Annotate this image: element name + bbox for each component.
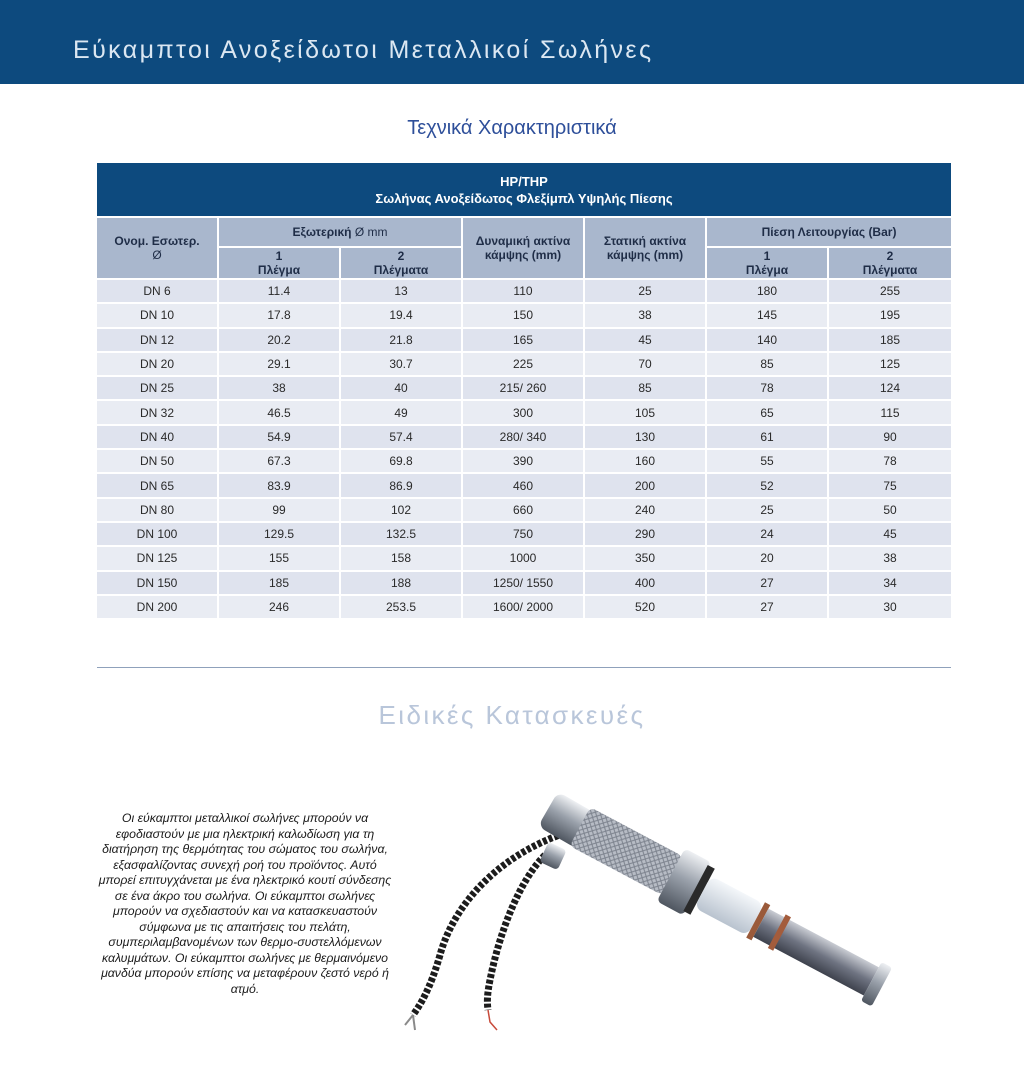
cell-static-radius: 240 xyxy=(585,499,707,523)
special-constructions-text: Οι εύκαμπτοι μεταλλικοί σωλήνες μπορούν να εφοδιαστούν με μια ηλεκτρική καλωδίωση για τη διατήρηση της θερμότητας του σώματος του σωλήνα, εξασφαλίζοντας συνεχή ροή του προϊόντος. Αυτό μπορεί επιτυγχάνεται με ένα ηλεκτρικό κουτί σύνδεσης σε ένα άκρο του σωλήνα. Οι εύκαμπτοι σωλήνες μπορούν να σχεδιαστούν και να κατασκευαστούν σύμφωνα με τις απαιτήσεις του πελάτη, συμπεριλαμβανομένων των θερμο-συστελλόμενων καλυμμάτων. Οι εύκαμπτοι σωλήνες με θερμαινόμενο μανδύα μπορούν επίσης να μεταφέρουν ζεστό νερό ή ατμό. xyxy=(98,811,392,996)
table-row xyxy=(97,304,951,328)
cell-static-radius: 130 xyxy=(585,426,707,450)
cell-dynamic-radius: 750 xyxy=(463,523,585,547)
header-static-radius xyxy=(585,218,707,280)
cell-pressure-two-braids: 124 xyxy=(829,377,951,401)
cell-outer-two-braids: 30.7 xyxy=(341,353,463,377)
cell-dynamic-radius: 300 xyxy=(463,401,585,425)
table-title-code: HP/THP xyxy=(500,173,548,189)
cell-outer-two-braids: 253.5 xyxy=(341,596,463,620)
cable-gland xyxy=(539,842,566,870)
table-row xyxy=(97,280,951,304)
cell-outer-two-braids: 132.5 xyxy=(341,523,463,547)
cell-nominal-diameter: DN 25 xyxy=(97,377,219,401)
cell-outer-two-braids: 49 xyxy=(341,401,463,425)
cell-outer-one-braid: 11.4 xyxy=(219,280,341,304)
cell-dynamic-radius: 1000 xyxy=(463,547,585,571)
cell-outer-one-braid: 46.5 xyxy=(219,401,341,425)
cell-nominal-diameter: DN 20 xyxy=(97,353,219,377)
cell-static-radius: 160 xyxy=(585,450,707,474)
cell-outer-one-braid: 67.3 xyxy=(219,450,341,474)
table-row xyxy=(97,547,951,571)
cell-outer-one-braid: 20.2 xyxy=(219,329,341,353)
cell-pressure-two-braids: 38 xyxy=(829,547,951,571)
table-title xyxy=(97,163,951,218)
header-nominal-symbol: Ø xyxy=(152,248,162,262)
table-row xyxy=(97,596,951,620)
cell-outer-one-braid: 17.8 xyxy=(219,304,341,328)
cell-nominal-diameter: DN 200 xyxy=(97,596,219,620)
header-outer-two-braids xyxy=(341,248,463,280)
cell-pressure-two-braids: 115 xyxy=(829,401,951,425)
cell-outer-one-braid: 29.1 xyxy=(219,353,341,377)
header-static-line2: κάμψης (mm) xyxy=(606,248,684,262)
header-bar xyxy=(0,0,1024,84)
table-body xyxy=(97,280,951,620)
header-pressure-one-braid xyxy=(707,248,829,280)
cell-dynamic-radius: 150 xyxy=(463,304,585,328)
special-constructions-title: Ειδικές Κατασκευές xyxy=(378,700,646,730)
cell-static-radius: 38 xyxy=(585,304,707,328)
table-row xyxy=(97,401,951,425)
cell-nominal-diameter: DN 40 xyxy=(97,426,219,450)
cell-static-radius: 45 xyxy=(585,329,707,353)
header-braid-label: Πλέγματα xyxy=(862,263,918,277)
steel-pipe xyxy=(753,909,878,996)
cable-right xyxy=(487,855,545,1010)
table-row xyxy=(97,474,951,498)
header-static-line1: Στατική ακτίνα xyxy=(603,234,687,248)
page-title: Εύκαμπτοι Ανοξείδωτοι Μεταλλικοί Σωλήνες xyxy=(73,36,654,64)
header-num: 2 xyxy=(886,249,894,263)
cell-pressure-one-braid: 27 xyxy=(707,572,829,596)
cell-static-radius: 25 xyxy=(585,280,707,304)
table-row xyxy=(97,450,951,474)
cell-pressure-one-braid: 55 xyxy=(707,450,829,474)
table-row xyxy=(97,377,951,401)
header-num: 1 xyxy=(763,249,771,263)
header-outer-name: Εξωτερική xyxy=(292,225,352,239)
cell-static-radius: 520 xyxy=(585,596,707,620)
header-pressure: Πίεση Λειτουργίας (Bar) xyxy=(707,218,951,248)
header-num: 1 xyxy=(275,249,283,263)
cell-pressure-two-braids: 45 xyxy=(829,523,951,547)
cell-nominal-diameter: DN 80 xyxy=(97,499,219,523)
cell-static-radius: 400 xyxy=(585,572,707,596)
cell-pressure-two-braids: 34 xyxy=(829,572,951,596)
cell-outer-two-braids: 102 xyxy=(341,499,463,523)
cell-dynamic-radius: 225 xyxy=(463,353,585,377)
cell-nominal-diameter: DN 6 xyxy=(97,280,219,304)
header-outer-diameter xyxy=(219,218,463,248)
cell-dynamic-radius: 215/ 260 xyxy=(463,377,585,401)
table-title-description: Σωλήνας Ανοξείδωτος Φλεξίμπλ Υψηλής Πίεσης xyxy=(375,190,673,206)
cell-pressure-two-braids: 125 xyxy=(829,353,951,377)
table-row xyxy=(97,426,951,450)
header-pressure-two-braids xyxy=(829,248,951,280)
cell-outer-two-braids: 57.4 xyxy=(341,426,463,450)
cell-outer-one-braid: 129.5 xyxy=(219,523,341,547)
cell-dynamic-radius: 165 xyxy=(463,329,585,353)
table-row xyxy=(97,499,951,523)
cell-pressure-one-braid: 180 xyxy=(707,280,829,304)
cell-outer-two-braids: 21.8 xyxy=(341,329,463,353)
cell-pressure-two-braids: 255 xyxy=(829,280,951,304)
cell-pressure-two-braids: 50 xyxy=(829,499,951,523)
cell-dynamic-radius: 110 xyxy=(463,280,585,304)
cell-outer-two-braids: 86.9 xyxy=(341,474,463,498)
cell-outer-two-braids: 40 xyxy=(341,377,463,401)
header-dynamic-radius xyxy=(463,218,585,280)
cell-outer-one-braid: 185 xyxy=(219,572,341,596)
header-outer-one-braid xyxy=(219,248,341,280)
cell-dynamic-radius: 390 xyxy=(463,450,585,474)
cell-pressure-one-braid: 145 xyxy=(707,304,829,328)
cell-pressure-one-braid: 65 xyxy=(707,401,829,425)
cell-outer-one-braid: 99 xyxy=(219,499,341,523)
cell-outer-two-braids: 188 xyxy=(341,572,463,596)
cell-pressure-one-braid: 61 xyxy=(707,426,829,450)
cable-wire-ends xyxy=(405,1015,415,1030)
cell-nominal-diameter: DN 100 xyxy=(97,523,219,547)
cell-static-radius: 350 xyxy=(585,547,707,571)
cell-static-radius: 200 xyxy=(585,474,707,498)
cell-pressure-one-braid: 85 xyxy=(707,353,829,377)
cell-pressure-one-braid: 25 xyxy=(707,499,829,523)
cell-nominal-diameter: DN 10 xyxy=(97,304,219,328)
cell-static-radius: 70 xyxy=(585,353,707,377)
cell-nominal-diameter: DN 12 xyxy=(97,329,219,353)
header-dynamic-line1: Δυναμική ακτίνα xyxy=(475,234,571,248)
cell-nominal-diameter: DN 65 xyxy=(97,474,219,498)
cell-outer-one-braid: 83.9 xyxy=(219,474,341,498)
red-wire xyxy=(488,1010,497,1030)
cell-nominal-diameter: DN 50 xyxy=(97,450,219,474)
table-row xyxy=(97,329,951,353)
cell-dynamic-radius: 1600/ 2000 xyxy=(463,596,585,620)
cell-pressure-one-braid: 78 xyxy=(707,377,829,401)
braided-hose xyxy=(570,807,683,895)
cell-pressure-two-braids: 195 xyxy=(829,304,951,328)
header-braid-label: Πλέγμα xyxy=(745,263,789,277)
cell-pressure-two-braids: 90 xyxy=(829,426,951,450)
cell-pressure-one-braid: 140 xyxy=(707,329,829,353)
cell-pressure-one-braid: 52 xyxy=(707,474,829,498)
cell-pressure-one-braid: 24 xyxy=(707,523,829,547)
cell-outer-one-braid: 155 xyxy=(219,547,341,571)
cell-static-radius: 85 xyxy=(585,377,707,401)
cell-outer-two-braids: 13 xyxy=(341,280,463,304)
cell-outer-two-braids: 19.4 xyxy=(341,304,463,328)
cell-outer-two-braids: 158 xyxy=(341,547,463,571)
cell-static-radius: 290 xyxy=(585,523,707,547)
cell-nominal-diameter: DN 150 xyxy=(97,572,219,596)
heated-flexible-hose-photo xyxy=(395,790,985,1060)
spec-table xyxy=(97,163,951,620)
header-braid-label: Πλέγματα xyxy=(373,263,429,277)
table-row xyxy=(97,572,951,596)
cell-dynamic-radius: 280/ 340 xyxy=(463,426,585,450)
cell-dynamic-radius: 660 xyxy=(463,499,585,523)
cell-outer-one-braid: 38 xyxy=(219,377,341,401)
cell-outer-one-braid: 246 xyxy=(219,596,341,620)
table-row xyxy=(97,523,951,547)
header-outer-unit: Ø mm xyxy=(354,225,388,239)
cell-nominal-diameter: DN 32 xyxy=(97,401,219,425)
section-divider xyxy=(97,667,951,668)
cell-pressure-two-braids: 30 xyxy=(829,596,951,620)
header-braid-label: Πλέγμα xyxy=(257,263,301,277)
cell-static-radius: 105 xyxy=(585,401,707,425)
cell-nominal-diameter: DN 125 xyxy=(97,547,219,571)
header-dynamic-line2: κάμψης (mm) xyxy=(484,248,562,262)
cell-dynamic-radius: 460 xyxy=(463,474,585,498)
section-title: Τεχνικά Χαρακτηριστικά xyxy=(407,117,617,139)
cell-outer-one-braid: 54.9 xyxy=(219,426,341,450)
cell-pressure-one-braid: 20 xyxy=(707,547,829,571)
header-nominal xyxy=(97,218,219,280)
cell-pressure-two-braids: 75 xyxy=(829,474,951,498)
cell-pressure-two-braids: 78 xyxy=(829,450,951,474)
table-row xyxy=(97,353,951,377)
cell-pressure-two-braids: 185 xyxy=(829,329,951,353)
cell-dynamic-radius: 1250/ 1550 xyxy=(463,572,585,596)
cell-pressure-one-braid: 27 xyxy=(707,596,829,620)
header-nominal-label: Ονομ. Εσωτερ. xyxy=(114,234,200,248)
cell-outer-two-braids: 69.8 xyxy=(341,450,463,474)
header-num: 2 xyxy=(397,249,405,263)
